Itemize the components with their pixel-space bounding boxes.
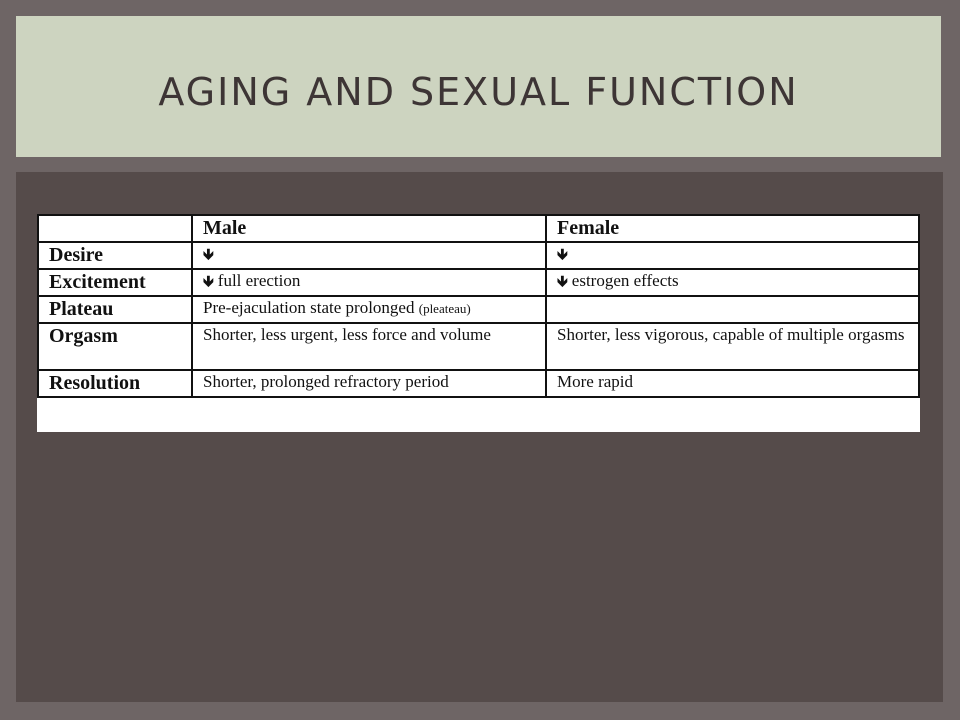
stage-resolution: Resolution: [38, 370, 192, 397]
female-orgasm: Shorter, less vigorous, capable of multiple orgasms: [546, 323, 919, 370]
male-plateau: [192, 296, 546, 323]
stage-orgasm: Orgasm: [38, 323, 192, 370]
down-arrow-icon: 🡻: [203, 272, 214, 290]
stage-plateau: Plateau: [38, 296, 192, 323]
male-plateau-text: Pre-ejaculation state prolonged: [203, 298, 415, 317]
title-band: [16, 16, 941, 157]
header-female: Female: [546, 215, 919, 242]
stage-desire: Desire: [38, 242, 192, 269]
female-plateau: [546, 296, 919, 323]
female-resolution: More rapid: [546, 370, 919, 397]
table-row-plateau: [38, 296, 919, 323]
male-plateau-note: (pleateau): [418, 301, 471, 316]
female-excitement-text: estrogen effects: [571, 271, 679, 290]
male-excitement: [192, 269, 546, 296]
table-row-excitement: [38, 269, 919, 296]
header-male: Male: [192, 215, 546, 242]
table-row-orgasm: [38, 323, 919, 370]
stage-excitement: Excitement: [38, 269, 192, 296]
slide-title: AGING AND SEXUAL FUNCTION: [158, 69, 799, 114]
male-resolution: Shorter, prolonged refractory period: [192, 370, 546, 397]
table-row-resolution: [38, 370, 919, 397]
header-stage: [38, 215, 192, 242]
male-desire: [192, 242, 546, 269]
female-excitement: [546, 269, 919, 296]
sexual-function-table: [37, 214, 920, 398]
male-excitement-text: full erection: [217, 271, 301, 290]
female-desire: [546, 242, 919, 269]
table-header-row: [38, 215, 919, 242]
table-container: [37, 214, 920, 432]
down-arrow-icon: 🡻: [557, 272, 568, 290]
down-arrow-icon: 🡻: [203, 245, 214, 263]
down-arrow-icon: 🡻: [557, 245, 568, 263]
table-row-desire: [38, 242, 919, 269]
male-orgasm: Shorter, less urgent, less force and volume: [192, 323, 546, 370]
